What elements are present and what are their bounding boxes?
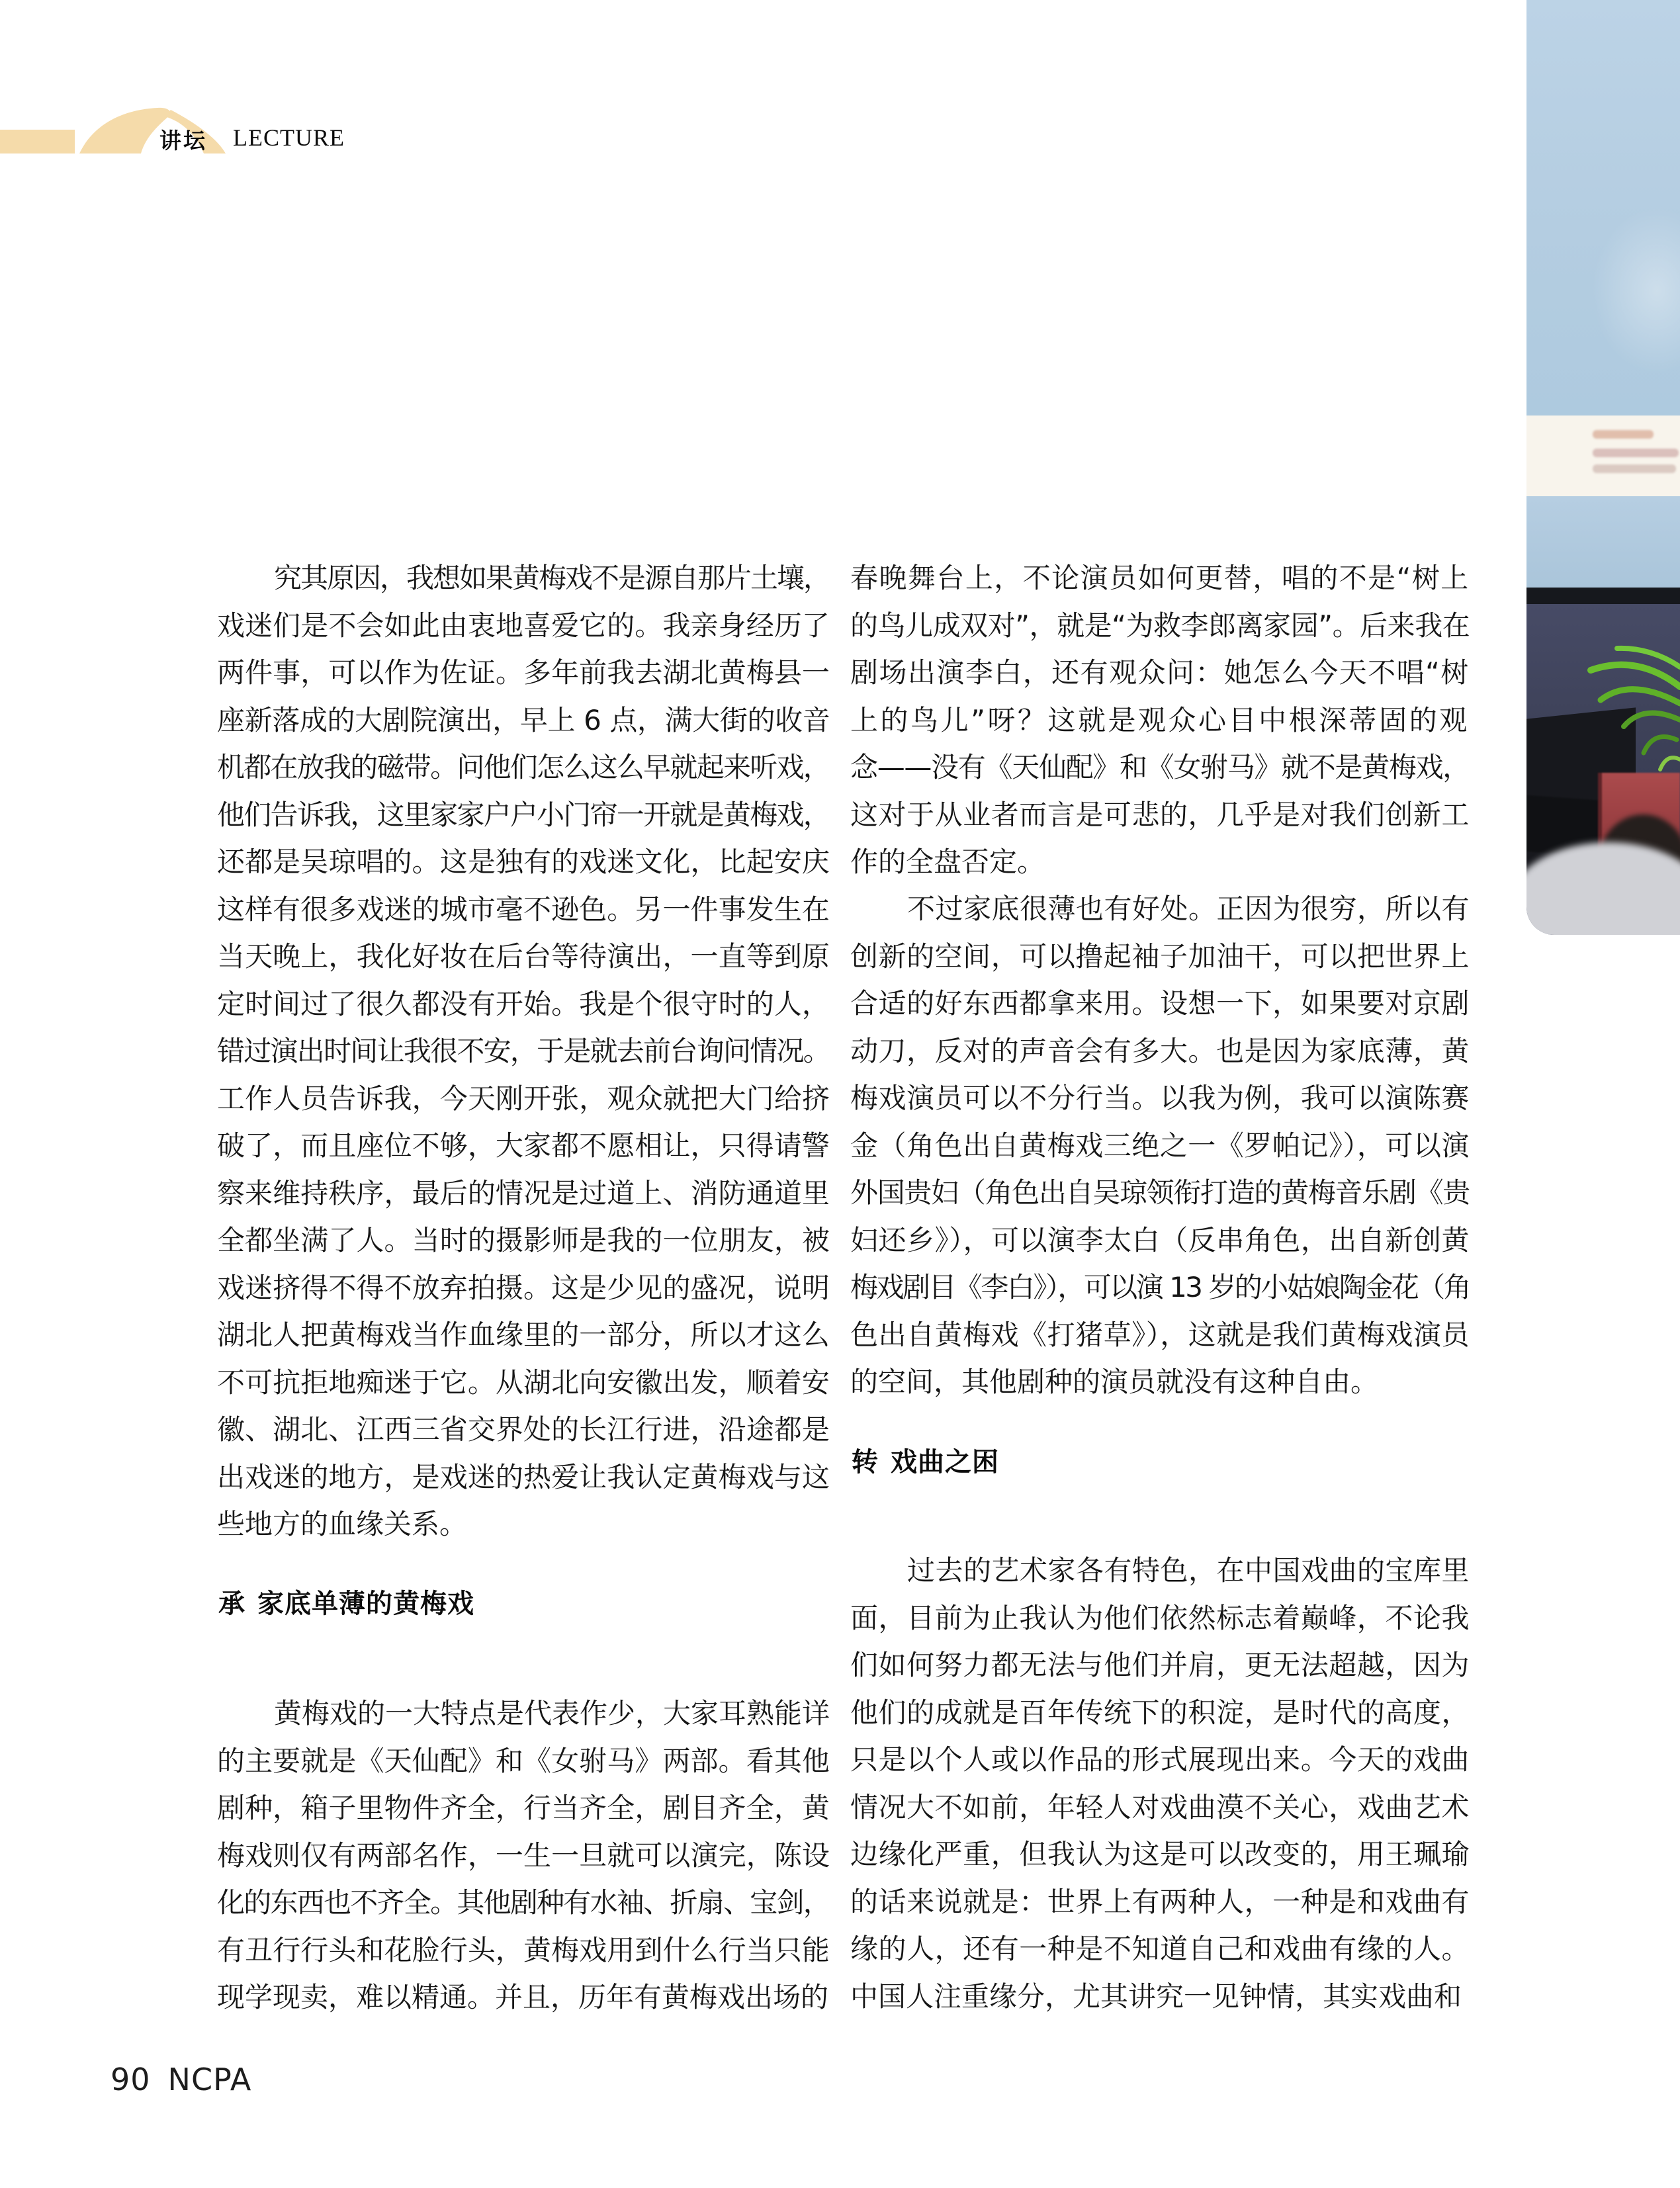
- photo-stage-scene: [1526, 604, 1680, 935]
- text-line: 这样有很多戏迷的城市毫不逊色。另一件事发生在: [217, 893, 830, 926]
- text-line: 的鸟儿成双对”，就是“为救李郎离家园”。后来我在: [850, 609, 1470, 642]
- text-line: 梅戏剧目《李白》），可以演 13 岁的小姑娘陶金花（角: [850, 1271, 1470, 1303]
- text-line: 色出自黄梅戏《打猪草》），这就是我们黄梅戏演员: [850, 1318, 1470, 1351]
- text-line: 们如何努力都无法与他们并肩，更无法超越，因为: [850, 1649, 1470, 1681]
- section-title-en: LECTURE: [233, 124, 345, 151]
- text-line: 现学现卖，难以精通。并且，历年有黄梅戏出场的: [217, 1981, 829, 2013]
- text-line: 化的东西也不齐全。其他剧种有水袖、折扇、宝剑，: [217, 1886, 830, 1919]
- right-column-paragraph-3: [850, 1547, 1470, 2020]
- text-line: 剧场出演李白，还有观众问：她怎么今天不唱“树: [850, 656, 1470, 689]
- heading-title: 家底单薄的黄梅戏: [257, 1589, 474, 1619]
- text-line: 上的鸟儿”呀？这就是观众心目中根深蒂固的观: [850, 703, 1470, 736]
- right-section-heading: [852, 1444, 999, 1481]
- text-line: 戏迷们是不会如此由衷地喜爱它的。我亲身经历了: [217, 609, 830, 642]
- text-line: 的话来说就是：世界上有两种人，一种是和戏曲有: [850, 1885, 1470, 1918]
- text-line: 情况大不如前，年轻人对戏曲漠不关心，戏曲艺术: [850, 1790, 1470, 1823]
- text-line: 作的全盘否定。: [850, 846, 1045, 878]
- text-line: 的主要就是《天仙配》和《女驸马》两部。看其他: [217, 1744, 830, 1777]
- text-line: 中国人注重缘分，尤其讲究一见钟情，其实戏曲和: [850, 1980, 1462, 2013]
- text-line: 究其原因，我想如果黄梅戏不是源自那片土壤，: [274, 562, 830, 594]
- text-line: 梅戏演员可以不分行当。以我为例，我可以演陈赛: [850, 1082, 1470, 1114]
- faint-caption-line: [1593, 430, 1654, 439]
- text-line: 出戏迷的地方，是戏迷的热爱让我认定黄梅戏与这: [217, 1460, 830, 1493]
- text-line: 不可抗拒地痴迷于它。从湖北向安徽出发，顺着安: [217, 1366, 830, 1399]
- ribbon-bar-shape: [0, 130, 75, 153]
- text-line: 察来维持秩序，最后的情况是过道上、消防通道里: [217, 1176, 830, 1209]
- text-line: 边缘化严重，但我认为这是可以改变的，用王珮瑜: [850, 1838, 1470, 1870]
- text-line: 破了，而且座位不够，大家都不愿相让，只得请警: [217, 1129, 830, 1162]
- photo-caption-band: [1526, 416, 1680, 496]
- text-line: 缘的人，还有一种是不知道自己和戏曲有缘的人。: [850, 1933, 1470, 1965]
- text-line: 春晚舞台上，不论演员如何更替，唱的不是“树上: [850, 562, 1470, 594]
- text-line: 这对于从业者而言是可悲的，几乎是对我们创新工: [850, 798, 1470, 831]
- faint-caption-line: [1593, 449, 1679, 457]
- text-line: 湖北人把黄梅戏当作血缘里的一部分，所以才这么: [217, 1319, 830, 1351]
- text-line: 的空间，其他剧种的演员就没有这种自由。: [850, 1366, 1379, 1398]
- text-line: 梅戏则仅有两部名作，一生一旦就可以演完，陈设: [217, 1839, 830, 1872]
- heading-title: 戏曲之困: [891, 1447, 999, 1477]
- page-number: 90: [111, 2062, 151, 2097]
- text-line: 机都在放我的磁带。问他们怎么这么早就起来听戏，: [217, 751, 830, 783]
- text-line: 金（角色出自黄梅戏三绝之一《罗帕记》），可以演: [850, 1129, 1470, 1162]
- text-line: 黄梅戏的一大特点是代表作少，大家耳熟能详: [274, 1697, 830, 1729]
- right-column-paragraph-1: [850, 554, 1470, 886]
- heading-prefix: 转: [852, 1447, 879, 1477]
- photo-screen-edge: [1526, 588, 1680, 604]
- text-line: 全都坐满了人。当时的摄影师是我的一位朋友，被: [217, 1224, 830, 1256]
- text-line: 合适的好东西都拿来用。设想一下，如果要对京剧: [850, 987, 1470, 1020]
- text-line: 工作人员告诉我，今天刚开张，观众就把大门给挤: [217, 1082, 830, 1115]
- faint-caption-line: [1593, 464, 1676, 473]
- text-line: 创新的空间，可以撸起袖子加油干，可以把世界上: [850, 940, 1470, 973]
- text-line: 外国贵妇（角色出自吴琼领衔打造的黄梅音乐剧《贵: [850, 1176, 1470, 1209]
- text-line: 徽、湖北、江西三省交界处的长江行进，沿途都是: [217, 1413, 830, 1446]
- brand-label: NCPA: [167, 2062, 252, 2097]
- page-footer: [111, 2062, 251, 2097]
- ribbon-leaf-shape: [79, 108, 171, 153]
- left-column-paragraph-1: [217, 554, 830, 1548]
- text-line: 念——没有《天仙配》和《女驸马》就不是黄梅戏，: [850, 751, 1470, 783]
- text-line: 当天晚上，我化好妆在后台等待演出，一直等到原: [217, 940, 830, 973]
- text-line: 动刀，反对的声音会有多大。也是因为家底薄，黄: [850, 1034, 1470, 1067]
- text-line: 有丑行行头和花脸行头，黄梅戏用到什么行当只能: [217, 1933, 830, 1966]
- plant-fronds-shape: [1544, 640, 1680, 793]
- text-line: 面，目前为止我认为他们依然标志着巅峰，不论我: [850, 1601, 1470, 1634]
- section-title-cn: 讲坛: [159, 128, 207, 153]
- foreground-blur-shape: [1526, 842, 1680, 935]
- text-line: 他们的成就是百年传统下的积淀，是时代的高度，: [850, 1696, 1470, 1729]
- left-section-heading: [218, 1585, 474, 1622]
- photo-projection-screen-lower: [1526, 496, 1680, 588]
- text-line: 只是以个人或以作品的形式展现出来。今天的戏曲: [850, 1743, 1470, 1776]
- text-line: 戏迷挤得不得不放弃拍摄。这是少见的盛况，说明: [217, 1271, 830, 1304]
- text-line: 妇还乡》），可以演李太白（反串角色，出自新创黄: [850, 1223, 1470, 1256]
- right-column-paragraph-2: [850, 885, 1470, 1406]
- text-line: 两件事，可以作为佐证。多年前我去湖北黄梅县一: [217, 656, 830, 689]
- text-line: 定时间过了很久都没有开始。我是个很守时的人，: [217, 987, 830, 1020]
- text-line: 剧种，箱子里物件齐全，行当齐全，剧目齐全，黄: [217, 1792, 830, 1824]
- photo-projection-screen: [1526, 0, 1680, 416]
- text-line: 错过演出时间让我很不安，于是就去前台询问情况。: [217, 1035, 830, 1067]
- text-line: 过去的艺术家各有特色，在中国戏曲的宝库里: [907, 1554, 1470, 1587]
- text-line: 座新落成的大剧院演出，早上 6 点，满大街的收音: [217, 703, 830, 736]
- text-line: 还都是吴琼唱的。这是独有的戏迷文化，比起安庆: [217, 846, 830, 878]
- side-photo-strip: [1526, 0, 1680, 935]
- text-line: 些地方的血缘关系。: [217, 1508, 468, 1540]
- heading-prefix: 承: [218, 1589, 245, 1619]
- text-line: 他们告诉我，这里家家户户小门帘一开就是黄梅戏，: [217, 798, 830, 831]
- left-column-paragraph-2: [217, 1690, 830, 2021]
- text-line: 不过家底很薄也有好处。正因为很穷，所以有: [907, 893, 1470, 925]
